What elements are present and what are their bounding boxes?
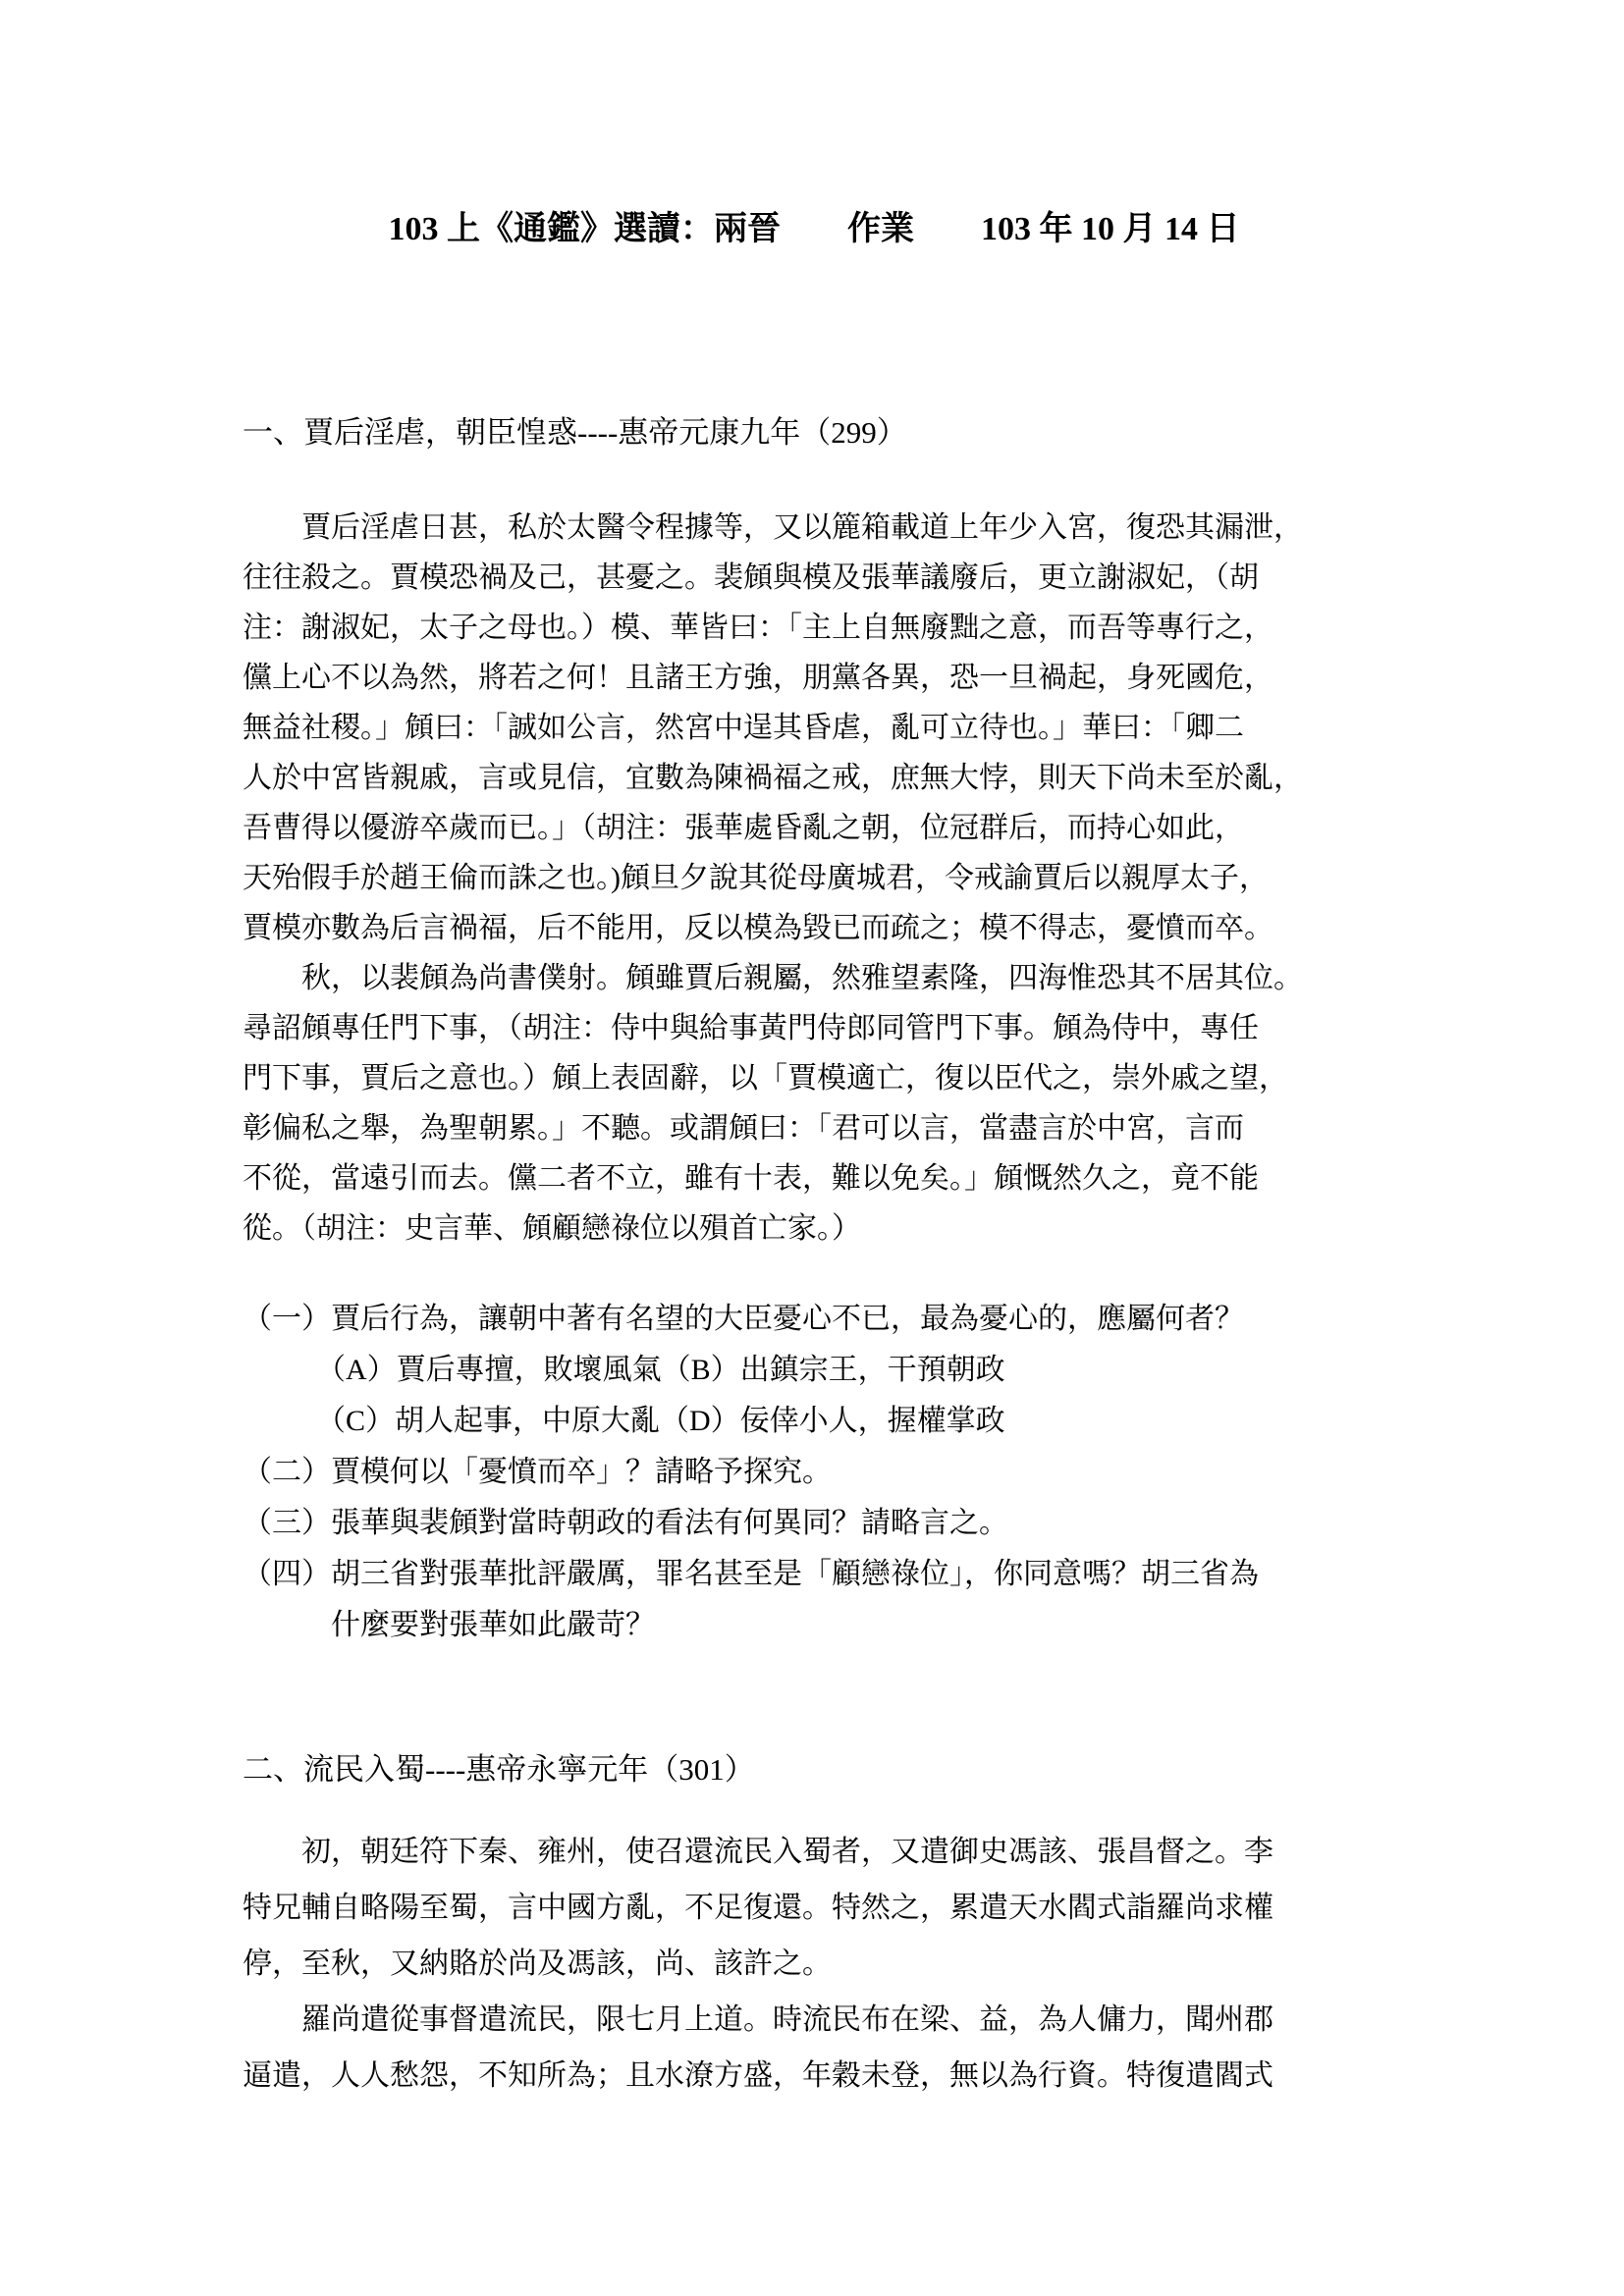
text-line: 注：謝淑妃，太子之母也。）模、華皆曰：「主上自無廢黜之意，而吾等專行之， xyxy=(243,612,1273,644)
section-1-questions xyxy=(243,1294,1385,1651)
section-2-paragraph-1 xyxy=(243,1824,1385,1992)
text-line: 門下事，賈后之意也。）頠上表固辭，以「賈模適亡，復以臣代之，崇外戚之望， xyxy=(243,1062,1288,1095)
text-line: 什麼要對張華如此嚴苛？ xyxy=(243,1609,655,1641)
text-line: 儻上心不以為然，將若之何！且諸王方強，朋黨各異，恐一旦禍起，身死國危， xyxy=(243,662,1273,694)
section-2-heading: 二、流民入蜀----惠帝永寧元年（301） xyxy=(243,1752,755,1787)
section-1-paragraph-2 xyxy=(243,953,1385,1254)
text-line: 賈后淫虐日甚，私於太醫令程據等，又以簏箱載道上年少入宮，復恐其漏泄， xyxy=(243,511,1303,544)
text-line: （C）胡人起事，中原大亂（D）佞倖小人，握權掌政 xyxy=(243,1405,1005,1437)
text-line: 特兄輔自略陽至蜀，言中國方亂，不足復還。特然之，累遣天水閻式詣羅尚求權 xyxy=(243,1892,1273,1924)
text-line: 往往殺之。賈模恐禍及己，甚憂之。裴頠與模及張華議廢后，更立謝淑妃，（胡 xyxy=(243,561,1259,594)
text-line: 從。（胡注：史言華、頠顧戀祿位以殞首亡家。） xyxy=(243,1212,861,1245)
text-line: 彰偏私之舉，為聖朝累。」不聽。或謂頠曰：「君可以言，當盡言於中宮，言而 xyxy=(243,1112,1244,1145)
text-line: 賈模亦數為后言禍福，后不能用，反以模為毀已而疏之；模不得志，憂憤而卒。 xyxy=(243,912,1273,944)
text-line: （四）胡三省對張華批評嚴厲，罪名甚至是「顧戀祿位」，你同意嗎？胡三省為 xyxy=(243,1558,1259,1590)
text-line: （二）賈模何以「憂憤而卒」？請略予探究。 xyxy=(243,1456,832,1488)
text-line: （三）張華與裴頠對當時朝政的看法有何異同？請略言之。 xyxy=(243,1507,1008,1539)
text-line: 天殆假手於趙王倫而誅之也。)頠旦夕說其從母廣城君，令戒諭賈后以親厚太子， xyxy=(243,862,1269,894)
document-title: 103 上《通鑑》選讀：兩晉 作業 103 年 10 月 14 日 xyxy=(388,211,1240,247)
section-2-paragraph-2 xyxy=(243,1992,1385,2104)
text-line: 羅尚遣從事督遣流民，限七月上道。時流民布在梁、益，為人傭力，聞州郡 xyxy=(243,2003,1273,2036)
text-line: 尋詔頠專任門下事，（胡注：侍中與給事黃門侍郎同管門下事。頠為侍中，專任 xyxy=(243,1012,1259,1044)
text-line: 無益社稷。」頠曰：「誠如公言，然宮中逞其昏虐，亂可立待也。」華曰：「卿二 xyxy=(243,712,1244,744)
section-1-heading: 一、賈后淫虐，朝臣惶惑----惠帝元康九年（299） xyxy=(243,415,907,450)
section-1-paragraph-1 xyxy=(243,503,1385,953)
text-line: 秋，以裴頠為尚書僕射。頠雖賈后親屬，然雅望素隆，四海惟恐其不居其位。 xyxy=(243,962,1303,994)
text-line: 逼遣，人人愁怨，不知所為；且水潦方盛，年穀未登，無以為行資。特復遣閻式 xyxy=(243,2059,1273,2092)
text-line: 不從，當遠引而去。儻二者不立，雖有十表，難以免矣。」頠慨然久之，竟不能 xyxy=(243,1162,1259,1195)
text-line: 停，至秋，又納賂於尚及馮該，尚、該許之。 xyxy=(243,1948,832,1980)
text-line: （一）賈后行為，讓朝中著有名望的大臣憂心不已，最為憂心的，應屬何者？ xyxy=(243,1303,1244,1335)
text-line: 人於中宮皆親戚，言或見信，宜數為陳禍福之戒，庶無大悖，則天下尚未至於亂， xyxy=(243,762,1303,794)
document-content xyxy=(243,0,1385,2104)
text-line: 吾曹得以優游卒歲而已。」（胡注：張華處昏亂之朝，位冠群后，而持心如此， xyxy=(243,812,1244,844)
text-line: （A）賈后專擅，敗壞風氣（B）出鎮宗王，干預朝政 xyxy=(243,1354,1005,1386)
text-line: 初，朝廷符下秦、雍州，使召還流民入蜀者，又遣御史馮該、張昌督之。李 xyxy=(243,1836,1273,1868)
